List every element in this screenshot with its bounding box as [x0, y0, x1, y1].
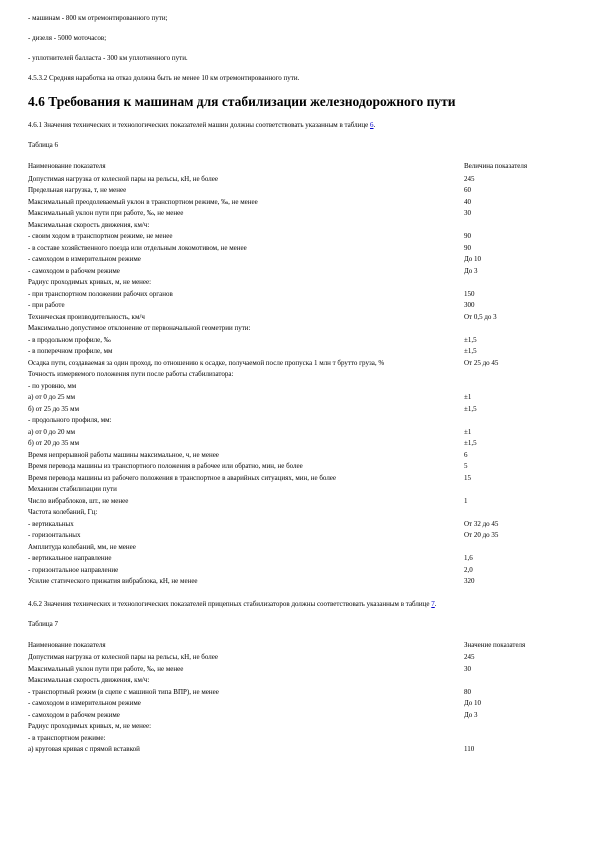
table-row: [28, 335, 568, 347]
table-row: [28, 289, 568, 301]
parameter-value: ±1,5: [464, 404, 477, 413]
table-row: [28, 733, 568, 745]
parameter-value: [464, 220, 568, 232]
table-row: [28, 530, 568, 542]
parameter-value: [464, 675, 568, 687]
parameter-name: Максимальный преодолеваемый уклон в транспортном режиме, ‰, не менее: [28, 197, 258, 206]
parameter-name: а) от 0 до 25 мм: [28, 393, 76, 401]
clause-4-5-3-2: 4.5.3.2 Средняя наработка на отказ должна быть не менее 10 км отремонтированного пути.: [28, 74, 300, 82]
table-row: [28, 415, 568, 427]
table-row: [28, 185, 568, 197]
table-row: [28, 507, 568, 519]
table-row: [28, 461, 568, 473]
parameter-name: Допустимая нагрузка от колесной пары на рельсы, кН, не более: [28, 653, 218, 661]
parameter-name: б) от 20 до 35 мм: [28, 439, 80, 447]
parameter-name: - самоходом в рабочем режиме: [28, 710, 120, 719]
parameter-value: [464, 507, 568, 519]
parameter-value: 6: [464, 450, 468, 459]
table-row: [28, 254, 568, 266]
intro-item: - дизеля - 5000 моточасов;: [28, 34, 107, 42]
intro-list: [28, 14, 568, 63]
clause-4-6-1-text: 4.6.1 Значения технических и технологических показателей машин должны соответствовать указанным в таблице: [28, 121, 370, 129]
parameter-value: [464, 542, 568, 554]
parameter-value: 30: [464, 664, 471, 673]
clause-4-6-2-text: 4.6.2 Значения технических и технологических показателей прицепных стабилизаторов должны соответствовать указанным в таблице: [28, 599, 432, 608]
parameter-name: - в составе хозяйственного поезда или отдельным локомотивом, не менее: [28, 243, 247, 252]
parameter-value: До 10: [464, 255, 482, 263]
table-row: [28, 652, 568, 664]
parameter-value: 15: [464, 473, 471, 482]
parameter-value: От 32 до 45: [464, 519, 499, 528]
clause-4-6-1: [28, 121, 568, 130]
table-7: [28, 640, 568, 756]
table-row: [28, 197, 568, 209]
table-row: [28, 675, 568, 687]
parameter-value: 110: [464, 745, 475, 753]
parameter-value: 300: [464, 301, 475, 309]
table-6-link[interactable]: 6: [370, 121, 374, 129]
table-6-caption: Таблица 6: [28, 141, 58, 149]
parameter-value: ±1,5: [464, 335, 477, 344]
parameter-name: - горизонтальное направление: [28, 565, 119, 574]
table-row: [28, 698, 568, 710]
parameter-name: Усилие статического прижатия вибраблока, кН, не менее: [28, 577, 198, 585]
parameter-name: - транспортный режим (в сцепе с машиной типа ВПР), не менее: [28, 687, 219, 696]
parameter-name: Техническая производительность, км/ч: [28, 312, 145, 321]
parameter-name: Число вибраблоков, шт., не менее: [28, 496, 129, 505]
table-row: [28, 231, 568, 243]
header-value: Значение показателя: [464, 640, 526, 649]
parameter-name: Механизм стабилизации пути: [28, 485, 117, 493]
parameter-name: Время перевода машины из транспортного положения в рабочее или обратно, мин, не более: [28, 462, 303, 470]
parameter-value: До 3: [464, 710, 478, 719]
table-row: [28, 220, 568, 232]
parameter-value: 90: [464, 232, 471, 240]
table-header-row: [28, 161, 568, 174]
parameter-name: - самоходом в рабочем режиме: [28, 266, 120, 275]
parameter-value: [464, 733, 568, 745]
clause-4-6-2-end: .: [434, 599, 437, 608]
table-row: [28, 427, 568, 439]
parameter-value: 90: [464, 243, 471, 252]
parameter-name: Радиус проходимых кривых, м, не менее:: [28, 278, 152, 286]
table-header-row: [28, 640, 568, 653]
table-row: [28, 687, 568, 699]
parameter-name: - самоходом в измерительном режиме: [28, 255, 141, 263]
parameter-name: Время перевода машины из рабочего положения в транспортное в аварийных ситуациях, мин, не более: [28, 473, 337, 482]
table-row: [28, 404, 568, 416]
parameter-value: [464, 415, 568, 427]
table-row: [28, 565, 568, 577]
parameter-name: Частота колебаний, Гц:: [28, 508, 98, 516]
parameter-name: Предельная нагрузка, т, не менее: [28, 186, 127, 194]
parameter-value: [464, 277, 568, 289]
parameter-value: ±1: [464, 427, 472, 436]
header-name: Наименование показателя: [28, 640, 106, 649]
table-row: [28, 710, 568, 722]
clause-4-6-1-end: .: [373, 121, 376, 129]
parameter-name: Максимальный уклон пути при работе, ‰, не менее: [28, 664, 184, 673]
section-heading: 4.6 Требования к машинам для стабилизации железнодорожного пути: [28, 94, 456, 109]
parameter-value: До 3: [464, 266, 478, 275]
parameter-value: ±1: [464, 393, 472, 401]
parameter-value: От 20 до 35: [464, 531, 499, 539]
parameter-value: От 0,5 до 3: [464, 312, 497, 321]
table-row: [28, 358, 568, 370]
parameter-name: Амплитуда колебаний, мм, не менее: [28, 542, 136, 551]
table-row: [28, 473, 568, 485]
parameter-value: 60: [464, 186, 471, 194]
clause-4-6-2: [28, 600, 568, 609]
table-row: [28, 553, 568, 565]
table-row: [28, 496, 568, 508]
parameter-name: Точность измеряемого положения пути после работы стабилизатора:: [28, 370, 234, 378]
table-row: [28, 208, 568, 220]
header-value: Величина показателя: [464, 162, 528, 170]
parameter-value: 40: [464, 197, 471, 206]
table-row: [28, 664, 568, 676]
parameter-value: До 10: [464, 699, 482, 707]
parameter-name: - в поперечном профиле, мм: [28, 347, 113, 355]
parameter-name: б) от 25 до 35 мм: [28, 404, 80, 413]
parameter-name: - в продольном профиле, ‰: [28, 335, 111, 344]
table-row: [28, 381, 568, 393]
table-row: [28, 392, 568, 404]
parameter-value: 150: [464, 289, 475, 298]
table-row: [28, 744, 568, 756]
parameter-name: - при транспортном положении рабочих органов: [28, 289, 173, 298]
parameter-value: 1,6: [464, 554, 473, 562]
parameter-value: 320: [464, 577, 475, 585]
parameter-name: - вертикальное направление: [28, 554, 112, 562]
table-7-caption: Таблица 7: [28, 619, 58, 628]
parameter-name: Радиус проходимых кривых, м, не менее:: [28, 722, 152, 730]
parameter-name: - своим ходом в транспортном режиме, не менее: [28, 232, 173, 240]
parameter-name: Максимальная скорость движения, км/ч:: [28, 220, 150, 229]
parameter-value: От 25 до 45: [464, 358, 499, 367]
parameter-name: - в транспортном режиме:: [28, 733, 106, 742]
parameter-name: Максимально допустимое отклонение от первоначальной геометрии пути:: [28, 324, 251, 332]
table-row: [28, 346, 568, 358]
table-row: [28, 312, 568, 324]
table-row: [28, 721, 568, 733]
parameter-name: Максимальный уклон пути при работе, ‰, не менее: [28, 209, 184, 217]
parameter-name: - вертикальных: [28, 519, 74, 528]
document-page: [28, 14, 568, 768]
table-row: [28, 266, 568, 278]
parameter-value: ±1,5: [464, 347, 477, 355]
parameter-value: [464, 323, 568, 335]
parameter-value: 2,0: [464, 565, 473, 574]
parameter-name: - по уровню, мм: [28, 381, 77, 390]
parameter-value: ±1,5: [464, 439, 477, 447]
parameter-value: 245: [464, 174, 475, 183]
table-row: [28, 484, 568, 496]
table-row: [28, 576, 568, 588]
parameter-name: а) от 0 до 20 мм: [28, 427, 76, 436]
parameter-value: [464, 721, 568, 733]
parameter-value: [464, 484, 568, 496]
parameter-value: 5: [464, 462, 468, 470]
table-row: [28, 542, 568, 554]
parameter-name: - продольного профиля, мм:: [28, 416, 112, 424]
parameter-value: 30: [464, 209, 471, 217]
table-row: [28, 369, 568, 381]
parameter-name: - горизонтальных: [28, 531, 81, 539]
table-7-link[interactable]: 7: [431, 599, 435, 608]
parameter-name: Осадка пути, создаваемая за один проход, по отношению к осадке, получаемой после пропуска 1 млн т брутто груза, %: [28, 358, 385, 367]
parameter-value: 80: [464, 687, 471, 696]
parameter-name: Время непрерывной работы машины максимальное, ч, не менее: [28, 450, 219, 459]
intro-item: - уплотнителей балласта - 300 км уплотненного пути.: [28, 54, 188, 62]
parameter-name: - самоходом в измерительном режиме: [28, 699, 141, 707]
parameter-name: Допустимая нагрузка от колесной пары на рельсы, кН, не более: [28, 174, 218, 183]
table-row: [28, 300, 568, 312]
parameter-value: [464, 381, 568, 393]
parameter-name: Максимальная скорость движения, км/ч:: [28, 676, 150, 684]
header-name: Наименование показателя: [28, 162, 106, 170]
intro-item: - машинам - 800 км отремонтированного пути;: [28, 14, 168, 22]
table-row: [28, 323, 568, 335]
table-row: [28, 450, 568, 462]
parameter-name: - при работе: [28, 301, 65, 309]
table-row: [28, 519, 568, 531]
parameter-value: [464, 369, 568, 381]
table-6: [28, 161, 568, 588]
table-row: [28, 243, 568, 255]
table-row: [28, 277, 568, 289]
parameter-name: а) круговая кривая с прямой вставкой: [28, 745, 140, 753]
parameter-value: 245: [464, 653, 475, 661]
parameter-value: 1: [464, 496, 468, 505]
table-row: [28, 438, 568, 450]
table-row: [28, 174, 568, 186]
